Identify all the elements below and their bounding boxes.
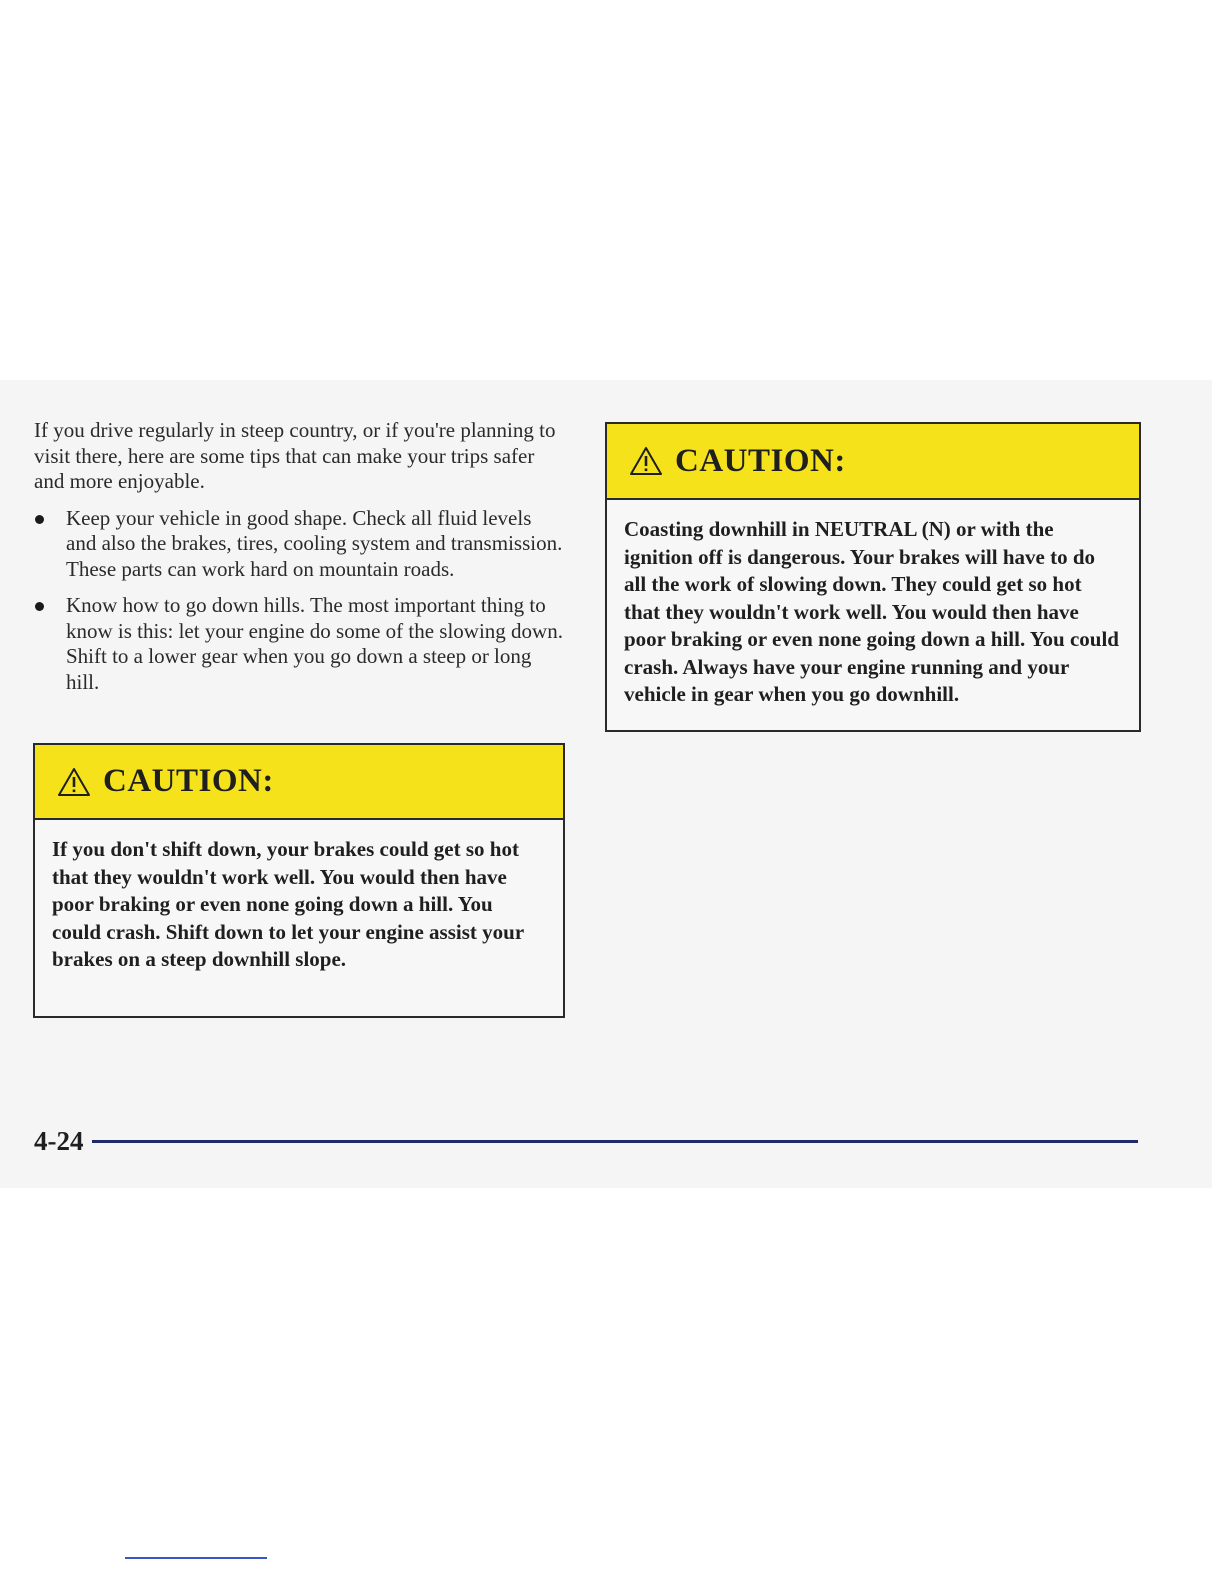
caution-text: If you don't shift down, your brakes could get so hot that they wouldn't work well. You would then have poor braking or even none going down a hill. You could crash. Shift down to let your engine assist your brakes on a steep downhill slope. xyxy=(52,837,524,971)
caution-box-shift-down xyxy=(33,743,565,1018)
list-item-text: Know how to go down hills. The most important thing to know is this: let your engine do some of the slowing down. Shift to a lower gear when you go down a steep or long hill. xyxy=(66,593,563,694)
list-item-text: Keep your vehicle in good shape. Check all fluid levels and also the brakes, tires, cooling system and transmission. These parts can work hard on mountain roads. xyxy=(66,505,563,581)
bullet-icon xyxy=(35,602,44,611)
left-column xyxy=(34,418,564,706)
intro-paragraph: If you drive regularly in steep country, or if you're planning to visit there, here are some tips that can make your trips safer and more enjoyable. xyxy=(34,418,556,493)
caution-text: Coasting downhill in NEUTRAL (N) or with the ignition off is dangerous. Your brakes will have to do all the work of slowing down. They could get so hot that they wouldn't work well. You would then have poor braking or even none going down a hill. You could crash. Always have your engine running and your vehicle in gear when you go downhill. xyxy=(624,517,1119,706)
bullet-icon xyxy=(35,515,44,524)
list-item xyxy=(34,593,564,695)
caution-header xyxy=(35,745,563,820)
caution-title: CAUTION: xyxy=(103,763,274,799)
caution-header xyxy=(607,424,1139,500)
caution-box-coasting xyxy=(605,422,1141,732)
caution-title: CAUTION: xyxy=(675,442,846,479)
tips-list xyxy=(34,506,564,696)
footer-rule xyxy=(92,1140,1139,1143)
page-footer xyxy=(34,1124,1138,1158)
list-item xyxy=(34,506,564,583)
link-underline xyxy=(125,1557,267,1559)
page-number: 4-24 xyxy=(34,1125,84,1156)
warning-triangle-icon xyxy=(57,767,91,797)
warning-triangle-icon xyxy=(629,446,663,476)
